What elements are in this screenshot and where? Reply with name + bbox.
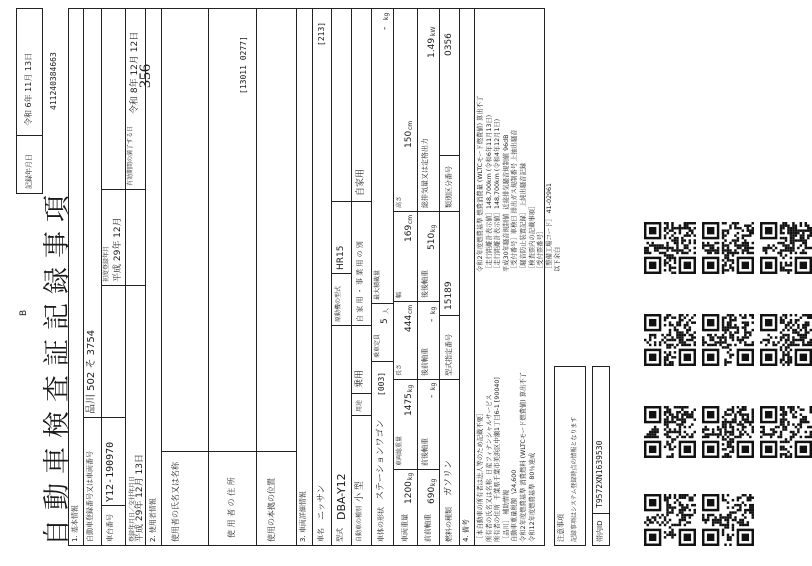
handwritten-number: 356 xyxy=(137,64,154,88)
kind-value: 小 型 xyxy=(355,481,365,502)
remark-line: 以下余白 xyxy=(554,246,562,272)
type-cert-value: 15189 xyxy=(444,281,454,310)
record-date-value: 令和 6年 11月 13日 xyxy=(24,52,33,126)
remark-line: ［受付番号］車検日 排出ガス規制番号 上抽出騒音 xyxy=(511,129,519,272)
body-code: [003] xyxy=(377,371,386,396)
first-reg-value: 平成 29年 12月 xyxy=(113,217,123,282)
header-letter: B xyxy=(19,309,29,316)
width-value: 169 xyxy=(404,224,414,242)
user-name-label: 使用者の氏名又は名称 xyxy=(171,462,180,542)
ticket-id-label: 帯内ID xyxy=(596,520,604,542)
model-label: 型式 xyxy=(336,528,344,542)
qr-code xyxy=(644,314,696,366)
remark-line: 令和2年度燃費基準 消費燃料 (WLTCモード燃費値) 算出不了 xyxy=(519,372,527,542)
fuel-label: 燃料の種類 xyxy=(445,507,453,542)
qr-code xyxy=(644,494,696,546)
rear-front-axle-label: 後前軸重 xyxy=(421,348,429,376)
remarks-left-column xyxy=(477,277,537,542)
capacity-label: 乗車定員 xyxy=(374,333,381,358)
displacement-label: 総排気量又は定格出力 xyxy=(421,138,429,208)
qr-code xyxy=(702,494,754,546)
maker-value: ニッサン xyxy=(317,484,327,520)
remark-line: ［走行距離計表示値］148,700km (令和4年12月1日) xyxy=(494,118,502,272)
model-value: DBA-Y12 xyxy=(335,473,348,520)
remark-line: ［検査票内の記載事項］ xyxy=(528,202,536,272)
engine-label: 原動機の型式 xyxy=(335,285,342,322)
base-location-label: 使用の本拠の位置 xyxy=(267,478,276,542)
gross-label: 車両総重量 xyxy=(396,435,403,466)
fwd-axle-unit: kg xyxy=(430,478,437,486)
section-user: 2. 使用者情報 xyxy=(149,498,157,542)
maker-label: 車名 xyxy=(317,528,325,542)
body-label: 車体の形状 xyxy=(377,507,385,542)
remark-line: ［受付票番号］ xyxy=(537,227,545,272)
maxload-value: - xyxy=(380,26,390,30)
front-rear-axle-unit: kg xyxy=(430,382,437,390)
remark-line: 自動車重量税額 \24,600 xyxy=(511,469,519,542)
front-rear-axle-value: - xyxy=(427,394,437,398)
chassis-label: 車台番号 xyxy=(106,514,114,542)
qr-code xyxy=(702,406,754,458)
reg-no-value: 品川 502 そ 3754 xyxy=(86,329,97,414)
engine-value: HR15 xyxy=(336,245,346,270)
rear-rear-axle-unit: kg xyxy=(430,224,437,232)
height-label: 高さ xyxy=(396,195,403,208)
maxload-unit: kg xyxy=(383,12,390,20)
gross-unit: kg xyxy=(407,384,414,392)
qr-code xyxy=(644,222,696,274)
remark-line: 令和12年度燃費基準 80％達成 xyxy=(528,452,536,542)
rear-rear-axle-value: 510 xyxy=(427,232,437,250)
purpose-value: 自家用 xyxy=(356,168,366,196)
weight-value: 1200 xyxy=(404,481,414,504)
front-rear-axle-label: 前後軸重 xyxy=(421,438,429,466)
width-unit: cm xyxy=(407,214,414,224)
qr-code xyxy=(644,406,696,458)
remark-line: ［走行距離計表示値］148,700km (令和6年11月13日) xyxy=(485,114,493,272)
width-label: 幅 xyxy=(396,291,403,298)
remark-line: ［品川］ 補助情報 xyxy=(502,489,510,542)
use-label: 用途 xyxy=(356,399,363,412)
qr-code xyxy=(760,314,812,366)
remark-line: 平成30年騒音規制値 近接排気騒音規制値 96dB xyxy=(502,134,510,272)
issue-value: 平成 29年 12月 13日 xyxy=(135,454,145,542)
remark-line: 所有者の住所 千葉県千葉市美浜区中瀬1丁目6-1 [90040] xyxy=(494,377,502,542)
capacity-value: 5 xyxy=(380,318,390,324)
document-title: 自動車検査証記録事項 xyxy=(42,186,73,546)
chassis-value: Y12-190970 xyxy=(105,441,116,502)
remark-line: ［本自動車の所有者は法人等のため記載不要］ xyxy=(477,409,484,542)
remarks-right-column xyxy=(477,12,563,272)
expiry-value: 令和 8年 12月 12日 xyxy=(130,31,140,114)
capacity-unit: 人 xyxy=(383,307,390,314)
qr-code xyxy=(760,222,812,274)
maker-code: [213] xyxy=(317,21,326,46)
remark-line: 令和2年度燃費基準 燃費消費量 (WLTCモード燃費値) 算出不了 xyxy=(477,95,484,272)
qr-code xyxy=(702,222,754,274)
displacement-value: 1.49 xyxy=(427,37,437,58)
qr-code xyxy=(760,406,812,458)
class-value: 0356 xyxy=(444,33,454,56)
body-value: ステーションワゴン xyxy=(376,419,386,500)
rear-front-axle-value: - xyxy=(427,318,437,322)
gross-value: 1475 xyxy=(404,393,414,416)
fwd-axle-label: 前前軸重 xyxy=(424,514,432,542)
kind-label: 自動車の種別 xyxy=(356,505,363,542)
remark-line: ［整備工場コード］ 41-02961 xyxy=(545,183,553,272)
use-value: 乗用 xyxy=(355,369,365,388)
rear-front-axle-unit: kg xyxy=(430,306,437,314)
height-unit: cm xyxy=(407,120,414,130)
fwd-axle-value: 690 xyxy=(427,486,437,504)
weight-label: 車両重量 xyxy=(401,514,409,542)
user-address-label: 使 用 者 の 住 所 xyxy=(227,477,236,538)
record-date-label: 記録年月日 xyxy=(25,154,33,189)
length-value: 444 xyxy=(404,314,414,332)
type-cert-label: 型式指定番号 xyxy=(445,334,453,376)
weight-unit: kg xyxy=(407,472,414,480)
notes-text: 記録事項はシステム登録時点の情報となります xyxy=(571,416,578,542)
purpose-label: 自 家 用 ・ 事 業 用 の 別 xyxy=(356,241,364,322)
height-value: 150 xyxy=(404,130,414,148)
expiry-label: 有効期間の満了する日 xyxy=(127,125,134,186)
qr-code-area xyxy=(620,0,800,566)
fuel-value: ガソリン xyxy=(444,459,454,496)
section-vehicle: 3. 車両詳細情報 xyxy=(299,491,307,542)
section-basic: 1. 基本情報 xyxy=(71,505,79,542)
notes-title: 注意事項 xyxy=(557,514,565,542)
issue-label: 登録年月日／交付年月日 xyxy=(129,475,136,542)
remark-line: ［騒音防止装置記録］ 上純出騒音記録 xyxy=(519,162,527,272)
reg-no-label: 自動車登録番号又は車両番号 xyxy=(86,451,94,542)
length-unit: cm xyxy=(407,304,414,314)
ticket-id-value: T9572XN1639530 xyxy=(595,440,604,508)
address-code: [13011 0277] xyxy=(239,36,248,94)
document-number: 411240384663 xyxy=(49,52,58,110)
rear-rear-axle-label: 後後軸重 xyxy=(421,270,429,298)
remark-line: 所有者の氏名又は名称 日産フィナンシャルサービス xyxy=(485,394,493,542)
maxload-label: 最大積載量 xyxy=(374,269,381,300)
section-remarks: 4. 備考 xyxy=(462,519,470,542)
qr-code xyxy=(702,314,754,366)
class-label: 類別区分番号 xyxy=(445,166,453,208)
length-label: 長さ xyxy=(396,363,403,376)
first-reg-label: 初度登録年月 xyxy=(103,245,110,282)
displacement-unit: kW xyxy=(430,26,437,36)
